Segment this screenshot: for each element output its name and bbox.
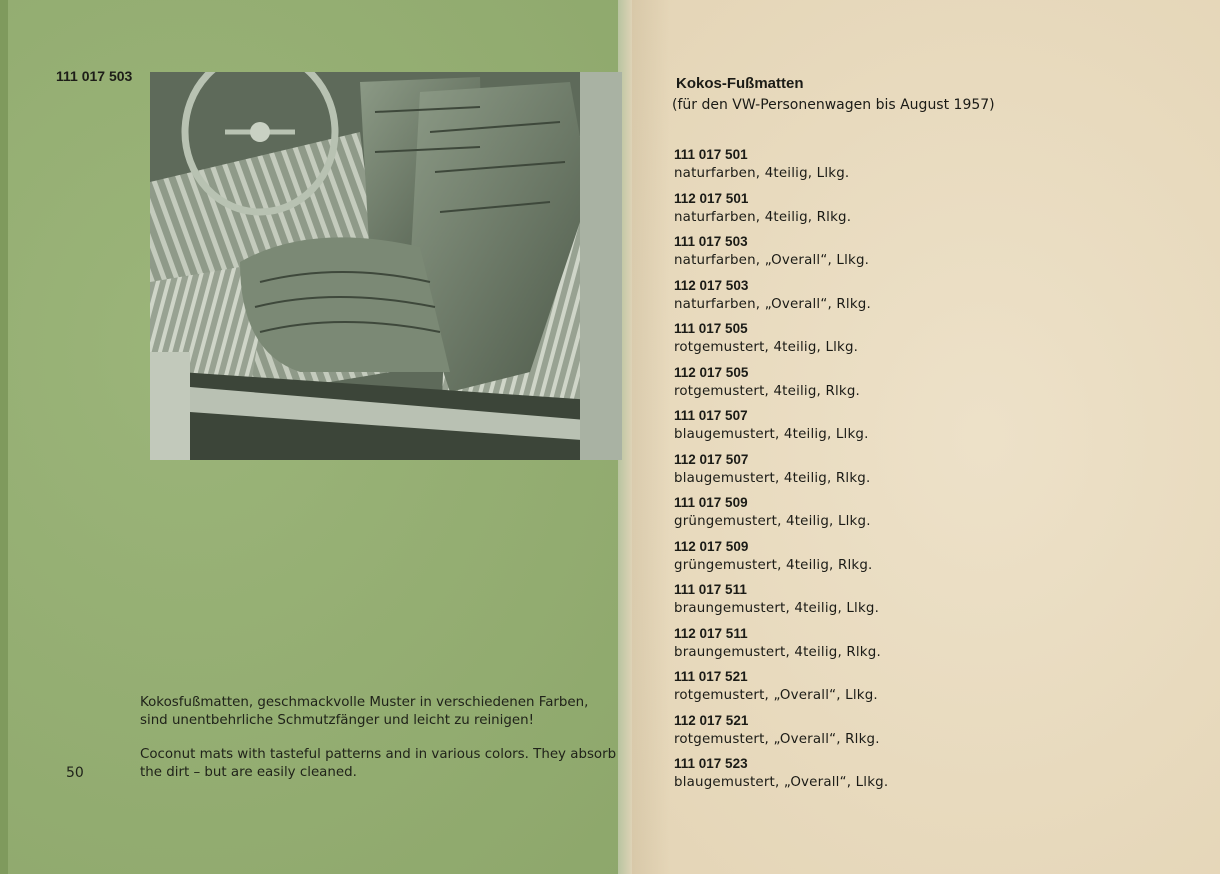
caption-german: Kokosfußmatten, geschmackvolle Muster in verschiedenen Farben, sind unentbehrliche Schmutzfänger und leicht zu reinigen!	[140, 695, 589, 728]
part-description: rotgemustert, 4teilig, Llkg.	[674, 340, 859, 355]
part-number: 111 017 523	[674, 756, 748, 771]
part-number: 112 017 505	[674, 364, 749, 380]
part-number: 111 017 511	[674, 582, 747, 597]
list-item	[674, 537, 1114, 581]
list-item	[674, 232, 1114, 276]
car-interior-photo	[150, 72, 622, 460]
list-item	[674, 754, 1114, 798]
part-description: grüngemustert, 4teilig, Rlkg.	[674, 557, 873, 573]
part-description: grüngemustert, 4teilig, Llkg.	[674, 514, 871, 529]
list-item	[674, 711, 1114, 755]
part-description: blaugemustert, „Overall“, Llkg.	[674, 775, 889, 790]
part-description: braungemustert, 4teilig, Llkg.	[674, 601, 880, 616]
part-number: 111 017 505	[674, 321, 748, 336]
part-number: 111 017 507	[674, 408, 748, 423]
part-description: naturfarben, „Overall“, Llkg.	[674, 253, 870, 268]
part-description: rotgemustert, „Overall“, Rlkg.	[674, 731, 880, 747]
part-number: 111 017 503	[674, 234, 748, 249]
part-number: 112 017 501	[674, 190, 749, 206]
list-item	[674, 189, 1114, 233]
list-item	[674, 319, 1114, 363]
part-description: naturfarben, „Overall“, Rlkg.	[674, 296, 871, 312]
list-item	[674, 667, 1114, 711]
list-item	[674, 450, 1114, 494]
part-description: braungemustert, 4teilig, Rlkg.	[674, 644, 881, 660]
section-subtitle: (für den VW-Personenwagen bis August 1957)	[672, 97, 995, 113]
part-number: 111 017 521	[674, 669, 748, 684]
list-item	[674, 580, 1114, 624]
list-item	[674, 406, 1114, 450]
part-description: blaugemustert, 4teilig, Rlkg.	[674, 470, 871, 486]
car-interior-illustration	[150, 72, 622, 460]
list-item	[674, 493, 1114, 537]
part-number: 112 017 511	[674, 625, 748, 641]
caption	[140, 694, 620, 798]
part-description: naturfarben, 4teilig, Rlkg.	[674, 209, 852, 225]
list-item	[674, 276, 1114, 320]
left-page-edge	[0, 0, 8, 874]
caption-english: Coconut mats with tasteful patterns and in various colors. They absorb the dirt – but are easily cleaned.	[140, 747, 617, 780]
part-description: blaugemustert, 4teilig, Llkg.	[674, 427, 869, 442]
part-description: rotgemustert, 4teilig, Rlkg.	[674, 383, 860, 399]
part-description: rotgemustert, „Overall“, Llkg.	[674, 688, 878, 703]
parts-list	[674, 145, 1114, 798]
part-number: 112 017 521	[674, 712, 749, 728]
part-description: naturfarben, 4teilig, Llkg.	[674, 166, 850, 181]
part-number: 112 017 503	[674, 277, 749, 293]
section-title: Kokos-Fußmatten	[676, 75, 804, 92]
list-item	[674, 363, 1114, 407]
page-number: 50	[66, 765, 84, 781]
photo-part-number: 111 017 503	[56, 68, 133, 84]
list-item	[674, 624, 1114, 668]
part-number: 112 017 509	[674, 538, 749, 554]
part-number: 112 017 507	[674, 451, 749, 467]
list-item	[674, 145, 1114, 189]
part-number: 111 017 509	[674, 495, 748, 510]
part-number: 111 017 501	[674, 147, 748, 162]
